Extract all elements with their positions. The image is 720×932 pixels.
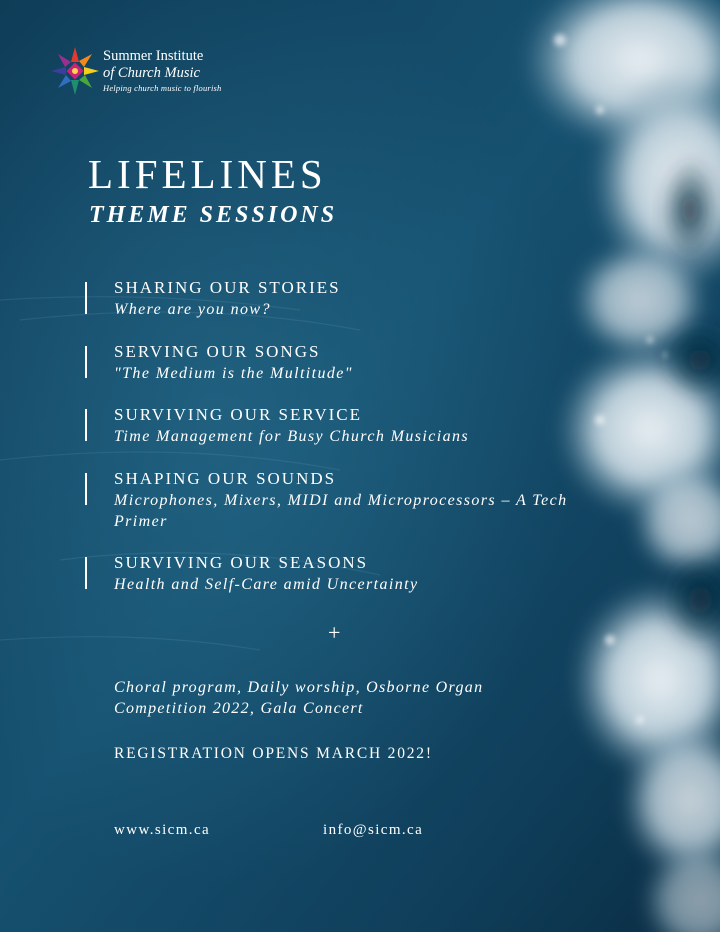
program-extras: Choral program, Daily worship, Osborne Organ Competition 2022, Gala Concert	[114, 679, 484, 717]
email-link[interactable]: info@sicm.ca	[323, 822, 424, 838]
session-title: SHAPING OUR SOUNDS	[114, 469, 337, 488]
session-subtitle: Health and Self-Care amid Uncertainty	[114, 576, 419, 593]
session-subtitle: Where are you now?	[114, 301, 271, 318]
page-title: LIFELINES	[88, 151, 327, 197]
session-bar	[85, 346, 87, 378]
rainbow-star-logo-icon	[50, 46, 100, 96]
session-bar	[85, 282, 87, 314]
session-title: SHARING OUR STORIES	[114, 278, 341, 297]
session-subtitle: "The Medium is the Multitude"	[114, 365, 353, 382]
session-bar	[85, 409, 87, 441]
session-subtitle: Microphones, Mixers, MIDI and Microprocessors – A Tech Primer	[114, 492, 568, 530]
session-title: SURVIVING OUR SEASONS	[114, 553, 369, 572]
plus-sign: +	[328, 620, 341, 645]
page-subtitle: THEME SESSIONS	[89, 202, 338, 228]
session-bar	[85, 557, 87, 589]
org-name-line2: of Church Music	[103, 65, 200, 81]
organization-name	[103, 48, 221, 93]
session-bar	[85, 473, 87, 505]
session-title: SERVING OUR SONGS	[114, 342, 321, 361]
session-title: SURVIVING OUR SERVICE	[114, 405, 363, 424]
org-name-line1: Summer Institute	[103, 48, 204, 64]
org-tagline: Helping church music to flourish	[103, 83, 222, 93]
session-subtitle: Time Management for Busy Church Musicians	[114, 428, 470, 445]
website-link[interactable]: www.sicm.ca	[114, 822, 211, 838]
registration-notice: REGISTRATION OPENS MARCH 2022!	[114, 745, 433, 762]
